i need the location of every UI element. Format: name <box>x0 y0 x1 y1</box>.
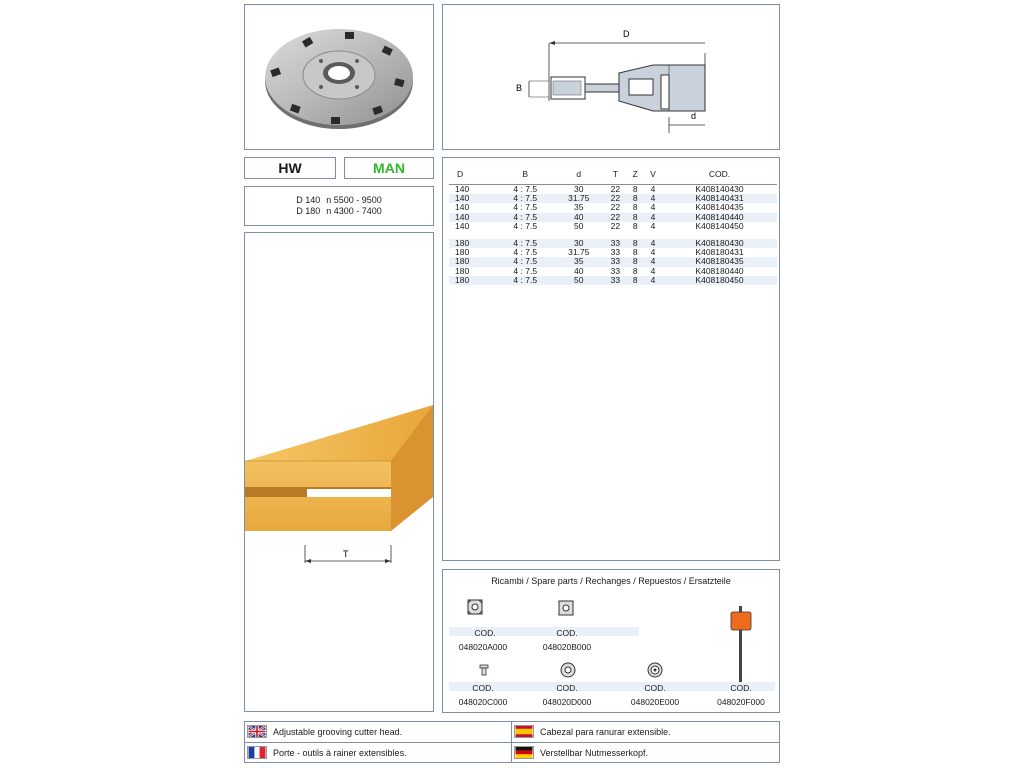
spare-parts-panel <box>442 569 780 713</box>
hw-tag: HW <box>244 157 336 179</box>
spare-parts-title: Ricambi / Spare parts / Rechanges / Repuestos / Ersatzteile <box>491 576 731 586</box>
table-cell: 33 <box>604 257 627 266</box>
table-cell: 180 <box>449 239 497 248</box>
speed-rpm: n 5500 - 9500 <box>326 195 382 205</box>
table-header-row <box>449 164 777 185</box>
table-cell: 4 <box>644 239 662 248</box>
table-cell: 22 <box>604 213 627 222</box>
table-cell: 8 <box>632 202 638 213</box>
spare-code: 048020C000 <box>458 697 508 707</box>
col-header: COD. <box>662 164 777 185</box>
table-cell: K408140440 <box>662 213 777 222</box>
table-cell: 4 : 7.5 <box>513 184 538 195</box>
table-cell: 180 <box>449 276 497 285</box>
table-cell: K408180430 <box>662 239 777 248</box>
square-insert-icon <box>558 600 574 616</box>
table-cell: K408180450 <box>662 276 777 285</box>
table-cell: 4 <box>644 257 662 266</box>
table-cell: 4 <box>644 194 662 203</box>
table-row <box>449 276 777 285</box>
table-cell: 33 <box>610 265 621 276</box>
table-cell: 4 : 7.5 <box>497 194 553 203</box>
description-de: Verstellbar Nutmesserkopf. <box>540 747 649 758</box>
col-header: Z <box>627 164 644 185</box>
table-cell: 33 <box>610 247 621 258</box>
table-cell: 8 <box>627 194 644 203</box>
table-cell: 4 <box>650 247 656 258</box>
spare-cod-label: COD. <box>472 683 494 693</box>
rpm-panel <box>244 186 434 226</box>
table-cell: K408180431 <box>695 247 744 258</box>
table-cell: 4 : 7.5 <box>497 213 553 222</box>
table-cell: 4 : 7.5 <box>513 265 538 276</box>
col-header: B <box>497 164 553 185</box>
cutter-head-image <box>245 5 433 149</box>
table-cell: K408140430 <box>695 184 744 195</box>
table-cell: 8 <box>627 257 644 266</box>
spare-code: 048020A000 <box>458 642 508 652</box>
table-cell: 22 <box>604 194 627 203</box>
spare-code: 048020D000 <box>542 697 592 707</box>
table-cell: 8 <box>632 220 638 231</box>
table-cell: 4 : 7.5 <box>497 276 553 285</box>
table-cell: 31.75 <box>553 194 604 203</box>
table-cell: K408180440 <box>695 265 744 276</box>
spec-table <box>449 164 777 285</box>
table-cell: 4 : 7.5 <box>513 247 538 258</box>
spare-cod-label: COD. <box>474 628 496 638</box>
table-cell: K408140450 <box>695 220 744 231</box>
table-cell: 50 <box>553 276 604 285</box>
table-cell: 40 <box>553 213 604 222</box>
table-cell: 35 <box>553 257 604 266</box>
table-cell: 180 <box>449 257 497 266</box>
product-photo-panel <box>244 4 434 150</box>
spare-cod-label: COD. <box>556 683 578 693</box>
speed-row <box>245 206 433 217</box>
language-panel <box>244 721 780 763</box>
language-row-en <box>247 725 402 738</box>
table-cell: 31.75 <box>568 247 590 258</box>
table-cell: 4 : 7.5 <box>513 202 538 213</box>
dimension-B-label: B <box>516 83 523 93</box>
uk-flag-icon <box>247 725 267 738</box>
table-cell: 8 <box>627 213 644 222</box>
table-cell: 33 <box>604 239 627 248</box>
table-cell: 140 <box>455 184 470 195</box>
table-cell: 4 <box>650 265 656 276</box>
man-tag: MAN <box>344 157 434 179</box>
table-cell: 4 <box>644 213 662 222</box>
description-es: Cabezal para ranurar extensible. <box>540 726 671 737</box>
screw-icon <box>479 664 489 676</box>
language-row-es <box>514 725 671 738</box>
col-header: D <box>449 164 497 185</box>
cutter-section-diagram <box>443 5 779 149</box>
table-cell: 22 <box>610 184 621 195</box>
table-cell: 8 <box>627 239 644 248</box>
col-header: V <box>644 164 662 185</box>
table-cell: 33 <box>604 276 627 285</box>
table-cell: 30 <box>553 239 604 248</box>
washer-icon <box>647 662 663 678</box>
table-cell: 4 : 7.5 <box>497 239 553 248</box>
table-cell: 4 <box>650 184 656 195</box>
table-cell: 140 <box>449 213 497 222</box>
col-header: d <box>553 164 604 185</box>
table-cell: 140 <box>455 202 470 213</box>
table-cell: 4 : 7.5 <box>497 257 553 266</box>
table-cell: 180 <box>455 265 470 276</box>
col-header: T <box>604 164 627 185</box>
groove-profile-image <box>245 233 433 711</box>
spare-code: 048020F000 <box>717 697 765 707</box>
spare-code: 048020E000 <box>630 697 680 707</box>
table-cell: 8 <box>632 265 638 276</box>
spare-cod-label: COD. <box>644 683 666 693</box>
table-cell: 4 <box>650 220 656 231</box>
language-row-fr <box>247 746 407 759</box>
table-cell: 8 <box>627 276 644 285</box>
speed-diameter: D 180 <box>296 206 321 216</box>
table-cell: 50 <box>574 220 584 231</box>
spare-cod-label: COD. <box>730 683 752 693</box>
description-en: Adjustable grooving cutter head. <box>273 726 403 737</box>
table-cell: 22 <box>610 202 621 213</box>
table-cell: 140 <box>449 194 497 203</box>
table-cell: 4 <box>650 202 656 213</box>
france-flag-icon <box>247 746 267 759</box>
table-cell: 140 <box>455 220 470 231</box>
table-cell: 30 <box>574 184 584 195</box>
table-cell: 180 <box>455 247 470 258</box>
table-cell: 4 <box>644 276 662 285</box>
table-cell: K408140431 <box>662 194 777 203</box>
germany-flag-icon <box>514 746 534 759</box>
spare-code: 048020B000 <box>542 642 592 652</box>
table-cell: 22 <box>610 220 621 231</box>
table-cell: 40 <box>574 265 584 276</box>
speed-diameter: D 140 <box>296 195 321 205</box>
table-cell: K408140435 <box>695 202 744 213</box>
language-row-de <box>514 746 648 759</box>
dimension-D-label: D <box>623 29 630 39</box>
table-cell: 8 <box>632 247 638 258</box>
profile-panel <box>244 232 434 712</box>
table-cell: 8 <box>632 184 638 195</box>
description-fr: Porte - outils à rainer extensibles. <box>273 747 407 758</box>
speed-row <box>245 195 433 206</box>
spain-flag-icon <box>514 725 534 738</box>
table-cell: K408180435 <box>662 257 777 266</box>
spec-table-panel <box>442 157 780 561</box>
spare-cod-label: COD. <box>556 628 578 638</box>
dimension-d-label: d <box>691 111 697 121</box>
technical-drawing-panel <box>442 4 780 150</box>
insert-knife-icon <box>466 598 484 616</box>
allen-key-icon <box>729 606 753 686</box>
table-cell: 35 <box>574 202 584 213</box>
clamp-icon <box>560 662 576 678</box>
dimension-T-label: T <box>343 549 349 559</box>
speed-rpm: n 4300 - 7400 <box>326 206 382 216</box>
table-row <box>449 222 777 231</box>
table-cell: 4 : 7.5 <box>513 220 538 231</box>
